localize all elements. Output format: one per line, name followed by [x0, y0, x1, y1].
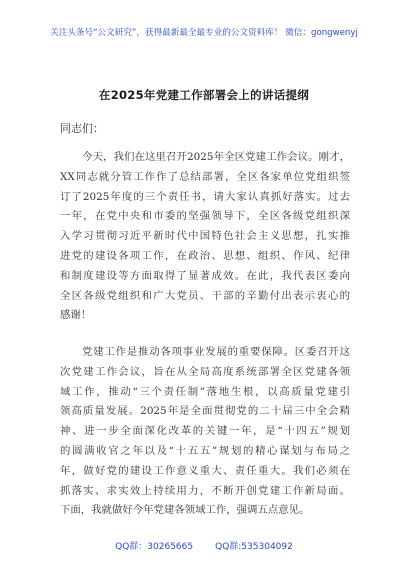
paragraph-line: 次党建工作会议，旨在从全局高度系统部署全区党建各领	[60, 365, 350, 378]
qq-group-2: QQ群:535304092	[215, 542, 293, 552]
promo-header: 关注头条号“公文研究”，获得最新最全最专业的公文资料库！ 微信：gongwenyj	[50, 28, 358, 38]
paragraph-line: 和制度建设等方面取得了显著成效。在此，我代表区委向	[60, 269, 350, 282]
paragraph-line: 今天，我们在这里召开2025年全区党建工作会议。刚才，	[82, 151, 350, 163]
paragraph-line: 神、进一步全面深化改革的关键一年，是“十四五”规划	[60, 425, 350, 438]
paragraph-line: 抓落实、求实效上持续用力，不断开创党建工作新局面。	[60, 484, 350, 497]
paragraph-line: 的圆满收官之年以及“十五五”规划的精心谋划与布局之	[60, 444, 350, 457]
paragraph-line: 领高质量发展。2025年是全面贯彻党的二十届三中全会精	[60, 405, 350, 418]
qq-group-1: QQ群：30265665	[115, 542, 194, 552]
footer-contact	[0, 539, 408, 552]
paragraph-line: 全区各级党组织和广大党员、干部的辛勤付出表示衷心的	[60, 289, 350, 302]
paragraph-line: 党建工作是推动各项事业发展的重要保障。区委召开这	[82, 346, 350, 358]
paragraph-line: 年，做好党的建设工作意义重大、责任重大。我们必须在	[60, 464, 350, 477]
paragraph-2	[60, 343, 350, 521]
paragraph-line: 下面，我就做好今年党建各领域工作，强调五点意见。	[60, 504, 310, 517]
paragraph-line: 域工作，推动“三个责任制”落地生根，以高质量党建引	[60, 385, 350, 398]
paragraph-line: 一年，在党中央和市委的坚强领导下，全区各级党组织深	[60, 210, 350, 223]
paragraph-line: XX同志就分管工作作了总结部署，全区各家单位党组织签	[60, 170, 350, 183]
document-title: 在2025年党建工作部署会上的讲话提纲	[98, 88, 310, 102]
paragraph-line: 进党的建设各项工作，在政治、思想、组织、作风、纪律	[60, 249, 350, 262]
paragraph-line: 入学习贯彻习近平新时代中国特色社会主义思想，扎实推	[60, 230, 350, 243]
salutation: 同志们：	[60, 122, 104, 135]
paragraph-line: 感谢！	[60, 309, 92, 322]
paragraph-1	[60, 148, 350, 326]
paragraph-line: 订了2025年度的三个责任书，请大家认真抓好落实。过去	[60, 190, 350, 203]
